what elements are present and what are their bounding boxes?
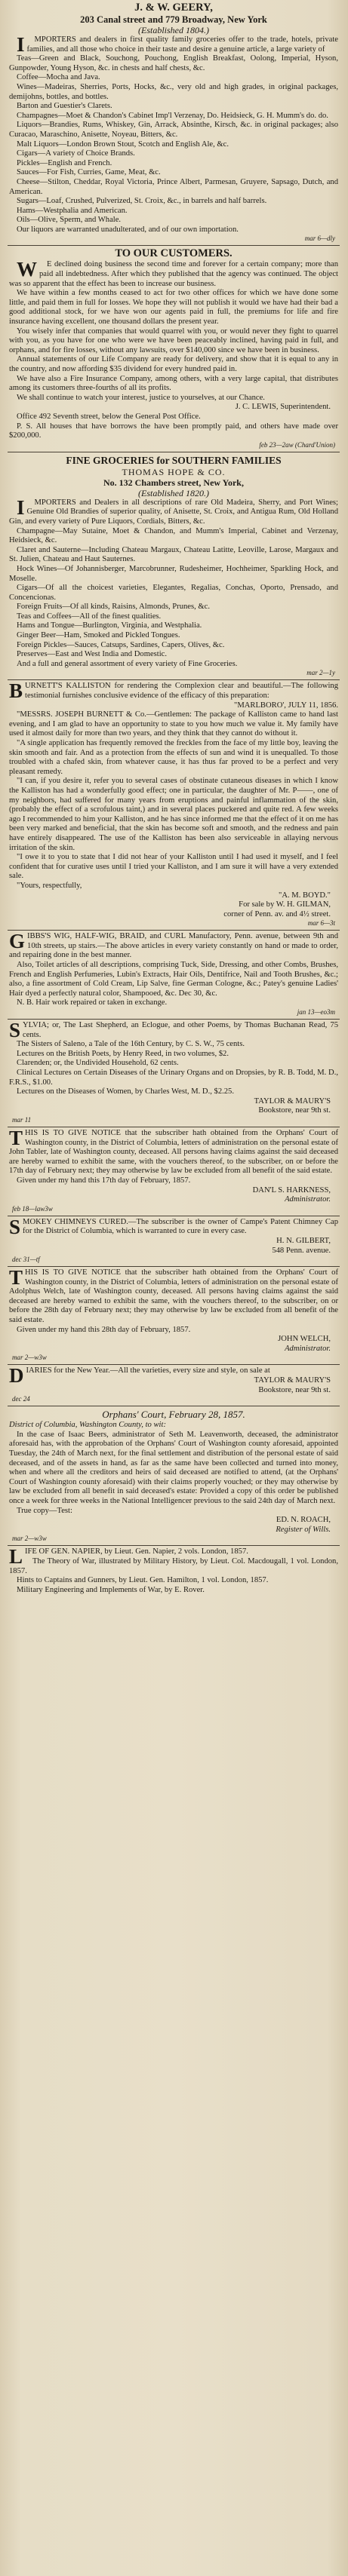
ad-paragraph: True copy—Test:: [17, 1506, 72, 1515]
ad-signature-title: Administrator.: [285, 1344, 331, 1353]
ad-paragraph: Lectures on the Diseases of Women, by Charles West, M. D., $2.25.: [17, 1087, 235, 1096]
ad-signature: H. N. GILBERT,: [276, 1236, 331, 1245]
ad-title: FINE GROCERIES for SOUTHERN FAMILIES: [66, 454, 282, 466]
ad-diaries: [8, 1365, 340, 1406]
ad-paragraph: Teas and Coffees—All of the finest qualities.: [17, 612, 162, 621]
ad-paragraph: "I owe it to you to state that I did not hear of your Kalliston until I had used it myself, and I feel confident that for curative uses until I tried your Kalliston, and I am sure it will have a very extended sale.: [9, 853, 338, 881]
ad-date-code: mar 2—1y: [306, 669, 335, 677]
ad-date-code: feb 18—law3w: [12, 1204, 53, 1213]
ad-paragraph: We have within a few months ceased to act for two other offices for which we have done some little, and paid them in full for losses. We hope they will not publish it would we have had their bad a good additional stock, for we have won our agents paid in full, the premiums for life and fire insurance having excellent, one thousand dollars the present year.: [9, 289, 338, 327]
ad-paragraph: Teas—Green and Black, Souchong, Pouchong, English Breakfast, Oolong, Imperial, Hyson, Gunpowder, Young Hyson, &c. in chests and half chests, &c.: [9, 54, 338, 72]
ad-paragraph: The Theory of War, illustrated by Military History, by Lieut. Col. Macdougall, 1 vol. London, 1857.: [9, 1556, 338, 1575]
ad-notice-harkness: [8, 1127, 340, 1216]
ad-paragraph: Sugars—Loaf, Crushed, Pulverized, St. Croix, &c., in barrels and half barrels.: [17, 197, 267, 206]
ad-letter-dateline: "MARLBORO', JULY 11, 1856.: [234, 701, 338, 710]
ad-paragraph: Hams—Westphalia and American.: [17, 206, 128, 215]
ad-paragraph: Wines—Madeiras, Sherries, Ports, Hocks, &c., very old and high grades, in original packages, demijohns, bottles, and bottles.: [9, 82, 338, 101]
ad-paragraph: Hints to Captains and Gunners, by Lieut. Gen. Hamilton, 1 vol. London, 1857.: [17, 1576, 269, 1585]
ad-burnetts-kalliston: [8, 680, 340, 931]
ad-paragraph: You wisely infer that companies that would quarrel with you, or would never they fight to quarrel with you, as you have for one who were we have been peaceably inclined, having paid in full, and orphans, and for fire losses, without any lawsuits, over $140,000 since we have been in business.: [9, 327, 338, 354]
ad-sale-address: corner of Penn. av. and 4½ street.: [223, 909, 331, 918]
ad-paragraph: Clinical Lectures on Certain Diseases of the Urinary Organs and on Dropsies, by R. B. Todd, M. D., F.R.S., $1.00.: [9, 1069, 338, 1087]
ad-paragraph: Also, Toilet articles of all descriptions, comprising Tuck, Side, Dressing, and other Combs, Brushes, French and English Perfumeries, Lubin's Extracts, Hair Oils, Dentifrice, Nail and Tooth Brushes, &c.; also, a fine assortment of Cold Cream, Lip Salve, fine German Cologne, &c.; Patey's genuine Ladies' Hair dyed a perfectly natural color, Shampooed, &c. Dec 30, &c.: [9, 961, 338, 998]
ad-firm-name: THOMAS HOPE & CO.: [122, 466, 226, 477]
ad-date-code: mar 2—w3w: [12, 1535, 47, 1543]
ad-signature: DAN'L S. HARKNESS,: [252, 1185, 331, 1194]
ad-paragraph: Given under my hand this 28th day of February, 1857.: [17, 1325, 191, 1334]
ad-geery: [8, 0, 340, 246]
ad-date-code: mar 2—w3w: [12, 1354, 47, 1362]
ad-notice-welch: [8, 1267, 340, 1365]
ad-paragraph: Clarenden; or, the Undivided Household, 62 cents.: [17, 1059, 179, 1068]
ad-signature: JOHN WELCH,: [278, 1335, 331, 1344]
ad-paragraph: Cigars—Of all the choicest varieties, Elegantes, Regalias, Conchas, Oporto, Prensado, and Concencionas.: [9, 584, 338, 602]
ad-paragraph: N. B. Hair work repaired or taken in exchange.: [17, 998, 168, 1007]
ad-paragraph: THIS IS TO GIVE NOTICE that the subscriber hath obtained from the Orphans' Court of Washington county, in the District of Columbia, letters of administration on the personal estate of Adolphus Welch, late of Washington county, deceased. All persons having claims against the said deceased are hereby warned to exhibit the same, with the vouchers thereof, to the subscriber, on or before the 28th day of February next; they may otherwise by law be excluded from all benefit of the said estate.: [9, 1267, 338, 1325]
ad-paragraph: THIS IS TO GIVE NOTICE that the subscriber hath obtained from the Orphans' Court of Washington county, in the District of Columbia, letters of administration on the personal estate of John Tabler, late of Washington county, deceased. All persons having claims against the said deceased are hereby warned to exhibit the same, with the vouchers thereof, to the subscriber, on or before the 17th day of February next; they may otherwise by law be excluded from all benefit of the said estate.: [9, 1127, 338, 1176]
ad-sylvia-books: [8, 1020, 340, 1127]
ad-established: (Established 1820.): [138, 487, 209, 498]
ad-paragraph: Our liquors are warranted unadulterated, and of our own importation.: [17, 225, 239, 234]
ad-paragraph: WE declined doing business the second time and forever for a certain company; more than paid all indebtedness. After which they published that the agency was continued. The object was so apparent that the effect has been to increase our business.: [9, 258, 338, 288]
ad-date-code: feb 23—2aw (Chard'Union): [259, 440, 335, 449]
ad-signature: TAYLOR & MAURY'S: [254, 1096, 331, 1106]
ad-paragraph: Coffee—Mocha and Java.: [17, 73, 100, 82]
ad-date-code: mar 11: [12, 1115, 32, 1124]
ad-orphans-court: [8, 1406, 340, 1546]
ad-paragraph: Preserves—East and West India and Domestic.: [17, 650, 168, 659]
ad-paragraph: Claret and Sauterne—Including Chateau Margaux, Chateau Latitte, Leoville, Larose, Margaux and St. Julien, Chateau and Haut Sauternes.: [9, 545, 338, 564]
ad-sale-address: Bookstore, near 9th st.: [258, 1385, 331, 1394]
ad-paragraph: GIBBS'S WIG, HALF-WIG, BRAID, and CURL Manufactory, Penn. avenue, between 9th and 10th streets, up stairs.—The above articles in every variety constantly on hand or made to order, and repairing done in the best manner.: [9, 931, 338, 960]
ad-paragraph: Liquors—Brandies, Rums, Whiskey, Gin, Arrack, Absinthe, Kirsch, &c. in original packages; also Curacao, Maraschino, Anisette, Noyeau, Bitters, &c.: [9, 121, 338, 139]
ad-address: Office 492 Seventh street, below the General Post Office.: [17, 412, 201, 421]
ad-established: (Established 1804.): [138, 25, 209, 35]
ad-paragraph: In the case of Isaac Beers, administrator of Seth M. Leavenworth, deceased, the administrator aforesaid has, with the approbation of the Orphans' Court of Washington county aforesaid, appointed Tuesday, the 24th of March next, for the final settlement and distribution of the personal estate of said deceased, and of the assets in hand, as far as the same have been collected and turned into money, when and where all the creditors and heirs of said deceased are notified to attend, (at the Orphans' Court of Washington county aforesaid) with their claims properly vouched; or they may otherwise by law be excluded from all benefit in said deceased's estate: Provided a copy of this order be published once a week for three weeks in the National Intelligencer previous to the said 24th day of March next.: [9, 1430, 338, 1505]
ad-paragraph: Hams and Tongue—Burlington, Virginia, and Westphalia.: [17, 621, 202, 630]
ad-paragraph: Lectures on the British Poets, by Henry Reed, in two volumes, $2.: [17, 1049, 229, 1058]
ad-paragraph: The Sisters of Saleno, a Tale of the 16th Century, by C. S. W., 75 cents.: [17, 1040, 245, 1049]
ad-paragraph: LIFE OF GEN. NAPIER, by Lieut. Gen. Napier, 2 vols. London, 1857.: [9, 1546, 248, 1569]
ad-paragraph: Pickles—English and French.: [17, 158, 112, 167]
ad-paragraph: Given under my hand this 17th day of February, 1857.: [17, 1176, 191, 1185]
ad-date-code: mar 6—dly: [304, 235, 335, 243]
ad-to-our-customers: [8, 246, 340, 452]
ad-paragraph: Barton and Guestier's Clarets.: [17, 102, 112, 111]
ad-paragraph: "Yours, respectfully,: [17, 881, 82, 890]
ad-paragraph: SMOKEY CHIMNEYS CURED.—The subscriber is the owner of Campe's Patent Chimney Cap for the District of Columbia, which is warranted to cure in every case.: [9, 1216, 338, 1238]
ad-paragraph: Foreign Fruits—Of all kinds, Raisins, Almonds, Prunes, &c.: [17, 603, 211, 612]
ad-signature-title: Register of Wills.: [276, 1525, 331, 1534]
ad-paragraph: SYLVIA; or, The Last Shepherd, an Eclogue, and other Poems, by Thomas Buchanan Read, 75 cents.: [9, 1020, 338, 1042]
ad-paragraph: Cigars—A variety of Choice Brands.: [17, 149, 135, 158]
ad-paragraph: Champagnes—Moet & Chandon's Cabinet Imp'l Verzenay, Do. Heidsieck, G. H. Mumm's do. do.: [17, 111, 328, 120]
ad-gibbs-wig: [8, 931, 340, 1020]
ad-title: Orphans' Court, February 28, 1857.: [102, 1409, 245, 1421]
ad-date-code: jan 13—eo3m: [297, 1008, 335, 1017]
ad-paragraph: And a full and general assortment of every variety of Fine Groceries.: [17, 659, 238, 668]
ad-paragraph: Oils—Olive, Sperm, and Whale.: [17, 216, 122, 225]
ad-paragraph: IMPORTERS and dealers in first quality family groceries offer to the trade, hotels, private families, and all those who choice in their taste and desire a genuine article, a large variety of: [17, 33, 338, 56]
ad-paragraph: IMPORTERS and Dealers in all descriptions of rare Old Madeira, Sherry, and Port Wines; Genuine Old Brandies of superior quality, of Anisette, St. Croix, and Antigua Rum, Old Holland Gin, and every variety of Pure Liquors, Cordials, Bitters, &c.: [9, 495, 338, 526]
ad-signature: ED. N. ROACH,: [276, 1516, 331, 1525]
ad-paragraph: We have also a Fire Insurance Company, among others, with a very large capital, that distributes among its customers three-fourths of all its profits.: [9, 374, 338, 393]
ad-paragraph: BURNETT'S KALLISTON for rendering the Complexion clear and beautiful.—The following testimonial furnishes conclusive evidence of the efficacy of this preparation:: [9, 680, 338, 703]
ad-paragraph: Foreign Pickles—Sauces, Catsups, Sardines, Capers, Olives, &c.: [17, 640, 225, 649]
ad-paragraph: Sauces—For Fish, Curries, Game, Meat, &c.: [17, 168, 161, 177]
ad-paragraph: Military Engineering and Implements of War, by E. Rover.: [17, 1585, 205, 1594]
ad-paragraph: Malt Liquors—London Brown Stout, Scotch and English Ale, &c.: [17, 140, 229, 149]
ad-life-of-napier: [8, 1546, 340, 1597]
ad-smokey-chimneys: [8, 1216, 340, 1267]
ad-title: J. & W. GEERY,: [134, 2, 213, 14]
ad-date-code: dec 31—tf: [12, 1256, 40, 1264]
ad-address: 203 Canal street and 779 Broadway, New York: [80, 14, 267, 25]
ad-signature: TAYLOR & MAURY'S: [254, 1376, 331, 1385]
ad-postscript: P. S. All houses that have borrows the have been promptly paid, and others have made over $200,000.: [9, 422, 338, 440]
ad-thomas-hope: [8, 452, 340, 681]
advertisement-column: [8, 0, 340, 2576]
ad-paragraph: Champagne—May Sutaine, Moet & Chandon, and Mumm's Imperial, Cabinet and Verzenay, Heidsieck, &c.: [9, 526, 338, 545]
ad-date-code: dec 24: [12, 1395, 30, 1403]
ad-paragraph: District of Columbia, Washington County, to wit:: [9, 1421, 166, 1430]
ad-paragraph: DIARIES for the New Year.—All the varieties, every size and style, on sale at: [9, 1365, 270, 1388]
ad-paragraph: Cheese—Stilton, Cheddar, Royal Victoria, Prince Albert, Parmesan, Gruyere, Sapsago, Dutch, and American.: [9, 177, 338, 196]
ad-title: TO OUR CUSTOMERS.: [115, 247, 233, 260]
ad-sale-line: For sale by W. H. GILMAN,: [239, 900, 331, 909]
ad-paragraph: "MESSRS. JOSEPH BURNETT & Co.—Gentlemen: The package of Kalliston came to hand last evening, and I am glad to have an opportunity to state to you how much we value it. My family have used it almost daily for more than two years, and they think that they cannot do without it.: [9, 710, 338, 738]
ad-signature: J. C. LEWIS, Superintendent.: [235, 403, 331, 412]
ad-address: No. 132 Chambers street, New York,: [103, 477, 244, 488]
ad-signature-title: Administrator.: [285, 1195, 331, 1204]
ad-paragraph: "A single application has frequently removed the freckles from the face of my little boy, leaving the skin smooth and fair. And as a protection from the effects of sun and wind it is unequalled. To those troubled with a chafed skin, from whatever cause, it has thus far proved to be a perfect and very pleasant remedy.: [9, 739, 338, 776]
ad-paragraph: Ginger Beer—Ham, Smoked and Pickled Tongues.: [17, 631, 180, 640]
ad-paragraph: We shall continue to watch your interest, justice to yourselves, at our Chance.: [17, 393, 265, 402]
ad-paragraph: Hock Wines—Of Johannisberger, Marcobrunner, Rudesheimer, Hochheimer, Sparkling Hock, and Moselle.: [9, 564, 338, 583]
ad-sale-address: 548 Penn. avenue.: [272, 1246, 331, 1255]
ad-paragraph: Annual statements of our Life Company are ready for delivery, and show that it is equal to any in the country, and now affording $35 dividend for every hundred paid in.: [9, 355, 338, 373]
ad-sale-address: Bookstore, near 9th st.: [258, 1106, 331, 1115]
ad-paragraph: "I can, if you desire it, refer you to several cases of obstinate cutaneous diseases in which I know the Kalliston has had a wonderfully good effect; one in particular, the daughter of Mr. P——, one of my neighbors, had suffered for many years from eruptions and painful inflammation of the skin, (probably the effect of a scrofulous taint,) and in several places puckered and quite red. A few weeks ago I recommended to him your Kalliston, and he has since informed me that the effect of it on me has been very marked and beneficial, that the skin has become soft and smooth, and the redness and pain have entirely disappeared. The use of the Kalliston has been also serviceable in allaying nervous irritation of the skin.: [9, 777, 338, 852]
ad-date-code: mar 6—3t: [307, 919, 335, 928]
ad-signature: "A. M. BOYD.": [279, 891, 331, 900]
